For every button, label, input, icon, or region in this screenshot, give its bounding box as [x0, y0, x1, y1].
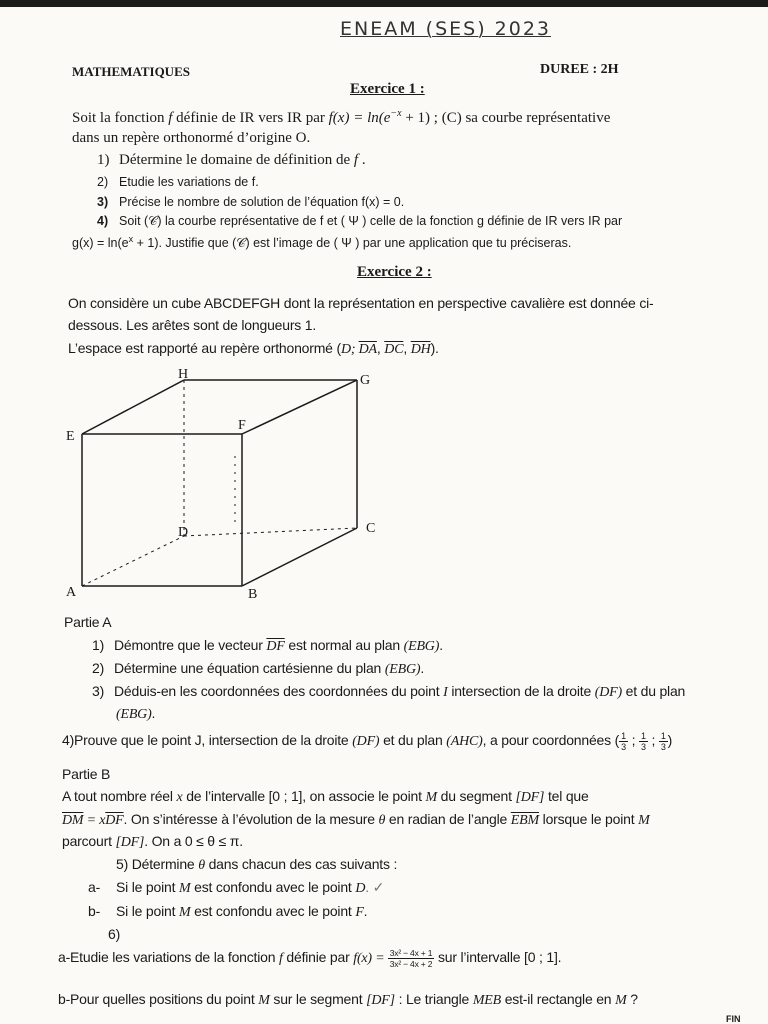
- text: , a pour coordonnées (: [482, 732, 620, 749]
- math: f: [168, 110, 173, 126]
- text: .: [358, 152, 366, 168]
- partA-question-3-line1: [92, 683, 685, 701]
- text: a-Etudie les variations de la fonction: [58, 949, 279, 966]
- handwritten-header: ENEAM (SES) 2023: [340, 18, 551, 40]
- text: en radian de l’angle: [385, 811, 511, 827]
- math: 𝒞: [236, 236, 246, 251]
- corner-mark: FIN: [726, 1014, 741, 1024]
- text: parcourt: [62, 833, 116, 849]
- ex1-question-2: [97, 175, 259, 189]
- text: définie par: [282, 949, 354, 966]
- text: .: [151, 705, 156, 721]
- edge-DC-hidden: [184, 528, 357, 536]
- text: ) est l’image de ( Ψ ) par une application que tu préciseras.: [245, 236, 572, 251]
- vector: $\overline{DF}$: [266, 639, 285, 654]
- question-number: 1): [97, 152, 110, 168]
- text: sur le segment: [269, 991, 367, 1007]
- denominator: 3: [621, 742, 626, 752]
- text: Si le point: [116, 903, 179, 919]
- numerator: 3x² − 4x + 1: [389, 948, 433, 958]
- text: .: [363, 903, 368, 919]
- vertex-label-D: D: [178, 525, 189, 540]
- text: b-Pour quelles positions du point: [58, 991, 259, 1007]
- text: L’espace est rapporté au repère orthonormé (: [68, 340, 341, 356]
- subject-title: MATHEMATIQUES: [72, 64, 190, 79]
- math: (EBG): [384, 662, 421, 677]
- math: θ: [378, 813, 386, 828]
- fraction-one-third: [659, 731, 668, 752]
- edge-BC: [242, 528, 357, 586]
- text: lorsque le point: [538, 811, 639, 827]
- math: M: [638, 813, 650, 828]
- text: .: [439, 637, 443, 653]
- partB-title: Partie B: [62, 766, 111, 782]
- partB-line2: [62, 811, 650, 829]
- question-number: 3): [92, 683, 105, 699]
- text: Soit (: [119, 214, 149, 228]
- text: . On a 0 ≤ θ ≤ π.: [144, 833, 243, 849]
- vector: $\overline{DM}$: [62, 813, 84, 828]
- math: f: [279, 951, 283, 967]
- text: et du plan: [379, 732, 447, 749]
- text: .: [420, 660, 425, 676]
- math: D;: [340, 342, 359, 357]
- vector: $\overline{DA}$: [358, 342, 377, 357]
- denominator: 3: [660, 742, 666, 752]
- partB-question-5b: [88, 903, 367, 921]
- partB-question-5: [116, 856, 397, 874]
- text: Démontre que le vecteur: [114, 637, 267, 653]
- question-number: 2): [97, 175, 109, 189]
- text: est normal au plan: [284, 637, 404, 653]
- math: f(x) =: [353, 951, 388, 967]
- vertex-label-E: E: [66, 429, 75, 444]
- text: dans chacun des cas suivants :: [204, 856, 398, 872]
- scan-top-border: [0, 0, 768, 7]
- math: M: [425, 790, 437, 805]
- math: (AHC): [446, 734, 483, 750]
- ex1-question-4-line2: [72, 234, 571, 251]
- text: + 1) ; (C) sa courbe représentative: [401, 110, 611, 126]
- text: du segment: [436, 788, 516, 804]
- math: M: [178, 881, 191, 896]
- math: [DF]: [366, 993, 395, 1008]
- math: (DF): [594, 685, 622, 700]
- item-label: b-: [88, 903, 101, 919]
- ex2-intro-line3: [68, 340, 439, 358]
- exponent: x: [128, 234, 134, 244]
- fraction: [388, 948, 435, 969]
- math: F: [355, 905, 364, 920]
- text: est-il rectangle en: [501, 991, 616, 1007]
- denominator: 3x² − 4x + 2: [389, 959, 433, 969]
- text: Si le point: [116, 879, 179, 895]
- numerator: 1: [621, 731, 626, 741]
- ex1-intro-line2: dans un repère orthonormé d’origine O.: [72, 130, 311, 146]
- edge-AD-hidden: [82, 536, 184, 586]
- question-number: 4): [97, 214, 109, 228]
- vertex-label-C: C: [366, 521, 376, 536]
- text: intersection de la droite: [447, 683, 595, 699]
- math: M: [178, 905, 191, 920]
- text: 4)Prouve que le point J, intersection de la droite: [62, 732, 353, 749]
- math: x: [176, 790, 183, 805]
- partA-title: Partie A: [64, 614, 112, 630]
- text: Soit la fonction: [72, 110, 169, 126]
- text: : Le triangle: [394, 991, 473, 1007]
- text: ,: [403, 340, 411, 356]
- math: [DF]: [515, 790, 545, 805]
- exercise2-title: Exercice 2 :: [357, 264, 432, 280]
- partB-question-6b: [58, 991, 638, 1009]
- ex1-intro-line1: [72, 108, 610, 127]
- math: (DF): [352, 734, 380, 750]
- text: est confondu avec le point: [190, 903, 356, 919]
- partA-question-4: 4)Prouve que le point J, intersection de la droite (DF) et du plan (AHC), a pour coordonnées ( $\frac{1}{3}$ ; $\frac{1}{3}$ ; $\frac{1}{3}$ ): [62, 731, 673, 752]
- numerator: 1: [660, 731, 666, 741]
- text: sur l’intervalle [0 ; 1].: [434, 949, 562, 966]
- math: 𝒞: [148, 214, 158, 228]
- text: ) la courbe représentative de f et ( Ψ ) celle de la fonction g définie de IR vers IR par: [157, 214, 623, 228]
- partA-question-3-line2: [116, 705, 155, 723]
- partB-question-5a: [88, 879, 384, 897]
- duration: DUREE : 2H: [540, 62, 619, 77]
- fraction-one-third: [639, 731, 648, 752]
- math: M: [258, 993, 270, 1008]
- ex2-intro-line1: On considère un cube ABCDEFGH dont la représentation en perspective cavalière est donnée ci-: [68, 295, 654, 311]
- text: tel que: [544, 788, 589, 804]
- text: ): [667, 732, 673, 749]
- edge-EH: [82, 380, 184, 434]
- text: . On s’intéresse à l’évolution de la mesure: [123, 811, 379, 827]
- text: ?: [626, 991, 638, 1007]
- ex1-question-1: [97, 152, 366, 169]
- math: (EBG): [403, 639, 440, 654]
- partB-question-6a: [58, 948, 561, 969]
- vertex-label-G: G: [360, 373, 371, 388]
- vertex-label-F: F: [238, 418, 246, 433]
- question-number: 1): [92, 637, 105, 653]
- text: 5) Détermine: [116, 856, 199, 872]
- exercise1-title: Exercice 1 :: [350, 81, 425, 97]
- text: Précise le nombre de solution de l’équation f(x) = 0.: [119, 195, 405, 209]
- exponent: −x: [390, 108, 402, 119]
- text: ,: [376, 340, 385, 356]
- vector: $\overline{DC}$: [384, 342, 404, 357]
- question-number: 3): [97, 195, 109, 209]
- angle: $\overline{EBM}$: [510, 813, 539, 828]
- check-mark: . ✓: [365, 879, 385, 895]
- math: = x: [83, 813, 106, 828]
- text: est confondu avec le point: [190, 879, 356, 895]
- math: f(x) = ln(e: [328, 110, 391, 126]
- item-label: a-: [88, 879, 101, 895]
- text: de l’intervalle [0 ; 1], on associe le point: [182, 788, 426, 804]
- numerator: 1: [640, 731, 646, 741]
- text: A tout nombre réel: [62, 788, 177, 804]
- ex1-question-3: [97, 195, 404, 209]
- text: Détermine une équation cartésienne du plan: [114, 660, 385, 676]
- math: [DF]: [115, 835, 145, 850]
- math: f: [353, 152, 359, 168]
- partB-line1: [62, 788, 589, 806]
- ex1-question-4-line1: [97, 214, 622, 229]
- partA-question-1: [92, 637, 443, 655]
- math: (EBG): [116, 707, 152, 722]
- math: D: [355, 881, 366, 896]
- vertex-label-B: B: [248, 587, 258, 602]
- text: g(x) = ln(e: [72, 236, 129, 251]
- text: Déduis-en les coordonnées des coordonnées du point: [114, 683, 444, 699]
- math: θ: [198, 858, 205, 873]
- partB-line3: [62, 833, 243, 851]
- text: définie de IR vers IR par: [172, 110, 329, 126]
- partA-question-2: [92, 660, 424, 678]
- text: et du plan: [621, 683, 686, 699]
- edge-FG: [242, 380, 357, 434]
- vertex-label-H: H: [178, 367, 189, 382]
- partB-question-6: 6): [108, 926, 121, 942]
- fraction-one-third: [619, 731, 628, 752]
- vector: $\overline{DF}$: [105, 813, 124, 828]
- text: ).: [430, 340, 439, 356]
- vertex-label-A: A: [66, 585, 77, 600]
- math: I: [443, 685, 448, 700]
- math: MEB: [472, 993, 501, 1008]
- text: Détermine le domaine de définition de: [119, 152, 354, 168]
- text: Etudie les variations de f.: [119, 175, 259, 189]
- ex2-intro-line2: dessous. Les arêtes sont de longueurs 1.: [68, 317, 317, 333]
- math: M: [615, 993, 627, 1008]
- question-number: 2): [92, 660, 105, 676]
- text: + 1). Justifie que (: [133, 236, 237, 251]
- vector: $\overline{DH}$: [410, 342, 431, 357]
- cube-figure: [60, 366, 390, 606]
- denominator: 3: [640, 742, 646, 752]
